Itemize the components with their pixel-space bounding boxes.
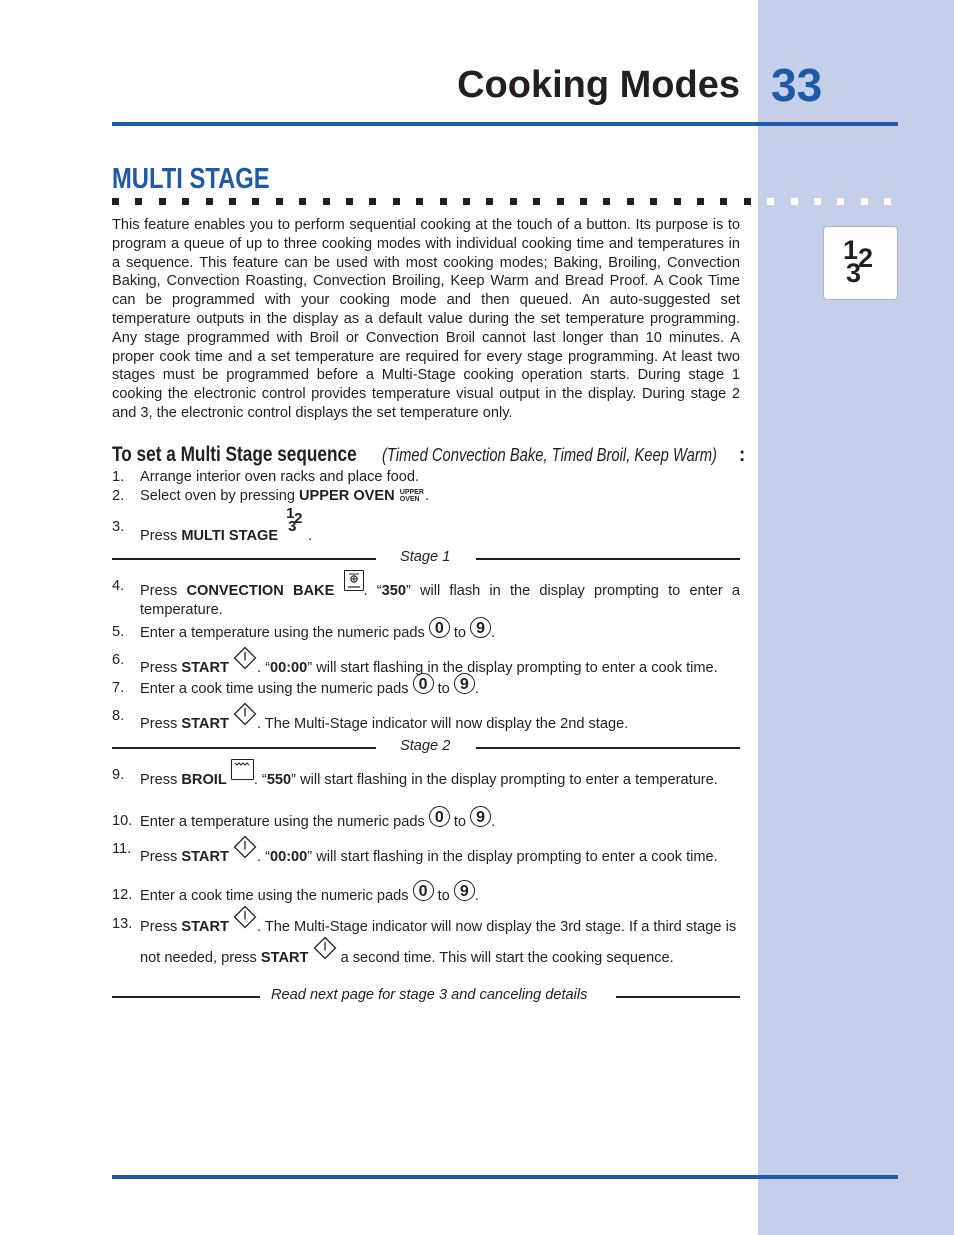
start-key-label: START — [181, 849, 229, 865]
step-number: 5. — [112, 624, 125, 640]
dotted-rule — [112, 198, 898, 206]
step-text-pre: Press — [140, 772, 182, 788]
rule-dot — [440, 198, 447, 205]
step-number: 10. — [112, 813, 133, 829]
multi-stage-icon-digit-2: 2 — [294, 510, 303, 527]
step-text-mid: . “ — [256, 849, 270, 865]
rule-dot — [252, 198, 259, 205]
rule-dot — [861, 198, 868, 205]
step-text-post: ” will start flashing in the display prompting to enter a temperature. — [291, 772, 718, 788]
step-9 — [112, 766, 740, 790]
broil-icon — [231, 759, 254, 780]
step-text: Arrange interior oven racks and place food. — [140, 469, 420, 485]
multi-stage-icon — [284, 505, 306, 544]
broil-key-label: BROIL — [181, 772, 227, 788]
rule-dot — [650, 198, 657, 205]
multi-stage-icon-digit-3: 3 — [288, 518, 297, 535]
step-text-mid: . “ — [253, 772, 267, 788]
step-text — [140, 883, 740, 907]
step-text-post: ” will start flashing in the display prompting to enter a cook time. — [307, 660, 718, 676]
numeric-pad-0-icon: 0 — [413, 880, 434, 901]
step-display-value: 00:00 — [269, 849, 308, 865]
rule-dot — [720, 198, 727, 205]
numeric-pad-9-icon: 9 — [470, 806, 491, 827]
start-key-label: START — [181, 919, 229, 935]
step-display-value: 550 — [266, 772, 292, 788]
step-text-post: . — [491, 625, 496, 641]
step-text-pre: Enter a cook time using the numeric pads — [140, 888, 413, 904]
step-10 — [112, 809, 740, 833]
multi-stage-icon-digit-1: 1 — [286, 505, 295, 522]
rule-dot — [135, 198, 142, 205]
step-text — [140, 577, 740, 620]
rule-dot — [159, 198, 166, 205]
stage-1-label: Stage 1 — [400, 549, 451, 565]
step-text-pre: Press — [140, 528, 182, 544]
step-text-to: to — [437, 888, 450, 904]
step-text-to: to — [453, 625, 467, 641]
step-text-post: ” will flash in the display prompting to enter a temperature. — [140, 583, 740, 618]
rule-dot — [393, 198, 400, 205]
rule-dot — [369, 198, 376, 205]
numeric-pad-9-icon: 9 — [454, 880, 475, 901]
step-number: 1. — [112, 469, 125, 485]
rule-dot — [323, 198, 330, 205]
rule-dot — [416, 198, 423, 205]
step-text — [140, 505, 740, 546]
multi-stage-icon-digit-2: 2 — [858, 243, 874, 273]
upper-oven-key-label: UPPER OVEN — [299, 488, 395, 504]
step-text-post: . — [474, 681, 479, 697]
multi-stage-icon — [824, 227, 897, 299]
convection-bake-icon — [344, 570, 364, 591]
procedure-heading — [112, 443, 745, 467]
step-4 — [112, 577, 740, 620]
rule-dot — [533, 198, 540, 205]
intro-paragraph: This feature enables you to perform sequential cooking at the touch of a button. Its purpose is to program a queue of up to three cooking modes with individual cooking time and temperatures in a sequence. This feature can be used with most cooking modes; Baking, Broiling, Convection Baking, Convection Roasting, Convection Broiling, Keep Warm and Bread Proof. A Cook Time can be programmed with your cooking mode and then queued. An auto-suggested set temperature outputs in the display as a default value during the set temperature programming. Any stage programmed with Broil or Convection Broil cannot last longer than 10 minutes. A proper cook time and a set temperature are required for every stage programming. At least two stages must be programmed before a Multi-Stage cooking operation starts. During stage 1 cooking the electronic control provides temperature visual output in the display. During stage 2 and 3, the electronic control displays the set temperature only. — [112, 217, 740, 421]
procedure-heading-colon: : — [738, 444, 746, 466]
rule-dot — [884, 198, 891, 205]
step-display-value: 00:00 — [269, 660, 308, 676]
step-13 — [112, 910, 740, 972]
start-icon — [313, 936, 337, 960]
rule-dot — [112, 198, 119, 205]
step-text — [140, 676, 740, 700]
divider-line — [112, 558, 376, 560]
rule-dot — [229, 198, 236, 205]
step-text-mid: . The Multi-Stage indicator will now display the 3rd stage. If a third stage is not needed, press — [140, 919, 737, 966]
step-1 — [112, 468, 740, 487]
footer-rule — [112, 1175, 898, 1179]
step-text-pre: Enter a cook time using the numeric pads — [140, 681, 413, 697]
step-5 — [112, 620, 740, 644]
step-text — [140, 487, 740, 506]
rule-dot — [510, 198, 517, 205]
divider-line — [476, 747, 740, 749]
step-number: 11. — [112, 841, 132, 857]
step-text-pre: Press — [140, 660, 182, 676]
rule-dot — [744, 198, 751, 205]
divider-line — [112, 996, 260, 998]
rule-dot — [791, 198, 798, 205]
start-key-label: START — [181, 716, 229, 732]
numeric-pad-9-icon: 9 — [454, 673, 475, 694]
step-text-pre: Select oven by pressing — [140, 488, 299, 504]
start-icon — [233, 646, 257, 670]
rule-dot — [182, 198, 189, 205]
step-text-mid: . “ — [256, 660, 270, 676]
step-number: 9. — [112, 767, 125, 783]
multi-stage-key-label: MULTI STAGE — [181, 528, 279, 544]
step-text-pre: Enter a temperature using the numeric pads — [140, 625, 429, 641]
start-key-label: START — [181, 660, 229, 676]
multi-stage-icon-digit-3: 3 — [846, 258, 862, 288]
rule-dot — [697, 198, 704, 205]
stage-2-label: Stage 2 — [400, 738, 451, 754]
stage-1-divider — [112, 549, 740, 569]
step-number: 6. — [112, 652, 125, 668]
step-number: 8. — [112, 708, 125, 724]
multi-stage-key-card — [823, 226, 898, 300]
step-text-pre: Press — [140, 716, 182, 732]
numeric-pad-0-icon: 0 — [429, 617, 450, 638]
step-text-pre: Press — [140, 919, 182, 935]
rule-dot — [814, 198, 821, 205]
rule-dot — [463, 198, 470, 205]
convection-bake-key-label: CONVECTION BAKE — [186, 583, 335, 599]
rule-dot — [346, 198, 353, 205]
rule-dot — [767, 198, 774, 205]
step-text-post: . — [424, 488, 429, 504]
upper-oven-icon — [400, 489, 424, 503]
upper-oven-icon-line-1: UPPER — [399, 489, 424, 496]
step-11 — [112, 840, 740, 867]
step-number: 12. — [112, 887, 133, 903]
step-text-post: . — [491, 814, 496, 830]
start-icon — [233, 905, 257, 929]
divider-line — [616, 996, 740, 998]
page-number: 33 — [771, 59, 823, 111]
start-icon — [233, 702, 257, 726]
step-text-pre: Enter a temperature using the numeric pads — [140, 814, 429, 830]
procedure-heading-modes: (Timed Convection Bake, Timed Broil, Keep Warm) — [382, 445, 718, 465]
rule-dot — [674, 198, 681, 205]
sidebar-band — [758, 0, 954, 1235]
step-2 — [112, 487, 740, 506]
page-title: Cooking Modes — [457, 64, 740, 106]
rule-dot — [299, 198, 306, 205]
divider-line — [476, 558, 740, 560]
step-text — [140, 620, 740, 644]
rule-dot — [837, 198, 844, 205]
step-text-pre: Press — [140, 583, 187, 599]
step-text-to: to — [437, 681, 450, 697]
step-number: 3. — [112, 519, 125, 535]
step-text — [140, 840, 740, 867]
step-7 — [112, 676, 740, 700]
upper-oven-icon-line-2: OVEN — [399, 496, 420, 503]
step-number: 13. — [112, 916, 133, 932]
step-text-pre: Press — [140, 849, 182, 865]
section-title: MULTI STAGE — [112, 163, 270, 195]
multi-stage-icon-digit-1: 1 — [843, 235, 859, 265]
rule-dot — [603, 198, 610, 205]
start-key-label: START — [260, 950, 309, 966]
step-text — [140, 707, 740, 734]
step-text — [140, 910, 740, 972]
numeric-pad-0-icon: 0 — [413, 673, 434, 694]
header-rule — [112, 122, 898, 126]
rule-dot — [206, 198, 213, 205]
step-text-post: ” will start flashing in the display prompting to enter a cook time. — [307, 849, 718, 865]
step-text-to: to — [453, 814, 467, 830]
rule-dot — [486, 198, 493, 205]
footer-note-divider — [112, 987, 740, 1007]
step-text-post: a second time. This will start the cooking sequence. — [336, 950, 674, 966]
step-3 — [112, 505, 740, 546]
step-text — [140, 766, 740, 790]
step-display-value: 350 — [381, 583, 406, 599]
start-icon — [233, 835, 257, 859]
step-text — [140, 809, 740, 833]
stage-2-divider — [112, 738, 740, 758]
continued-note: Read next page for stage 3 and canceling details — [271, 987, 588, 1003]
step-text — [140, 651, 740, 678]
step-12 — [112, 883, 740, 907]
step-text-post: . — [308, 528, 313, 544]
step-text-mid: . “ — [363, 583, 382, 599]
step-number: 4. — [112, 578, 125, 594]
numeric-pad-0-icon: 0 — [429, 806, 450, 827]
rule-dot — [276, 198, 283, 205]
procedure-heading-main: To set a Multi Stage sequence — [112, 443, 357, 466]
step-text-post: . — [474, 888, 479, 904]
step-number: 2. — [112, 488, 125, 504]
step-text-post: . The Multi-Stage indicator will now display the 2nd stage. — [256, 716, 629, 732]
step-number: 7. — [112, 680, 125, 696]
rule-dot — [627, 198, 634, 205]
rule-dot — [557, 198, 564, 205]
numeric-pad-9-icon: 9 — [470, 617, 491, 638]
divider-line — [112, 747, 376, 749]
step-8 — [112, 707, 740, 734]
rule-dot — [580, 198, 587, 205]
